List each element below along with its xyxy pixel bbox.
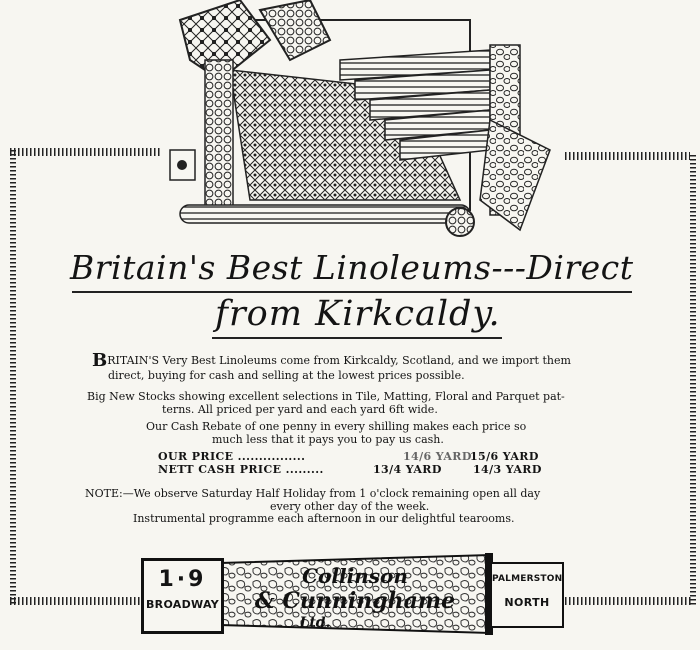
note-line-1: NOTE:—We observe Saturday Half Holiday from 1 o'clock remaining open all day [85,487,541,500]
store-name-line-2: & Cunninghame [254,588,456,614]
paragraph-2-line-1: Big New Stocks showing excellent selections in Tile, Matting, Floral and Parquet pat- [87,390,565,403]
paragraph-3-line-1: Our Cash Rebate of one penny in every shilling makes each price so [146,420,527,433]
store-street: BROADWAY [145,598,220,611]
store-name-line-1: Collinson [302,564,408,588]
store-address-box [141,558,224,634]
note-line-2: every other day of the week. [270,500,430,513]
border-top-right [565,152,690,160]
drop-cap: B [92,350,108,371]
store-city-box [490,562,564,628]
border-bottom-left [10,597,140,605]
border-left [10,150,16,605]
paragraph-3-line-2: much less that it pays you to pay us cash. [212,433,444,446]
our-price-value-2: 15/6 YARD [470,450,539,463]
nett-price-value-2: 14/3 YARD [473,463,542,476]
paragraph-1-line-1 [92,350,571,371]
border-bottom-right [557,597,692,605]
store-number: 1·9 [158,567,207,592]
programme-line: Instrumental programme each afternoon in our delightful tearooms. [133,512,515,525]
linoleum-illustration [160,0,560,245]
headline-line-1: Britain's Best Linoleums---Direct [70,248,634,287]
border-right [690,155,696,605]
store-city-line-1: PALMERSTON [492,574,563,584]
store-name-line-3: Ltd. [299,615,331,631]
our-price-label: OUR PRICE ................ [158,450,306,463]
headline-line-2: from Kirkcaldy. [215,294,501,334]
nett-price-value-1: 13/4 YARD [373,463,442,476]
paragraph-1-text: RITAIN'S Very Best Linoleums come from Kirkcaldy, Scotland, and we import them [107,354,571,367]
nett-cash-price-label: NETT CASH PRICE ......... [158,463,324,476]
our-price-value-1: 14/6 YARD [403,450,472,463]
paragraph-1-line-2: direct, buying for cash and selling at the lowest prices possible. [108,369,465,382]
store-city-line-2: NORTH [504,596,550,609]
headline-underline-2 [212,337,502,339]
headline-underline-1 [72,291,632,293]
paragraph-2-line-2: terns. All priced per yard and each yard 6ft wide. [162,403,438,416]
border-top-left [10,148,160,156]
